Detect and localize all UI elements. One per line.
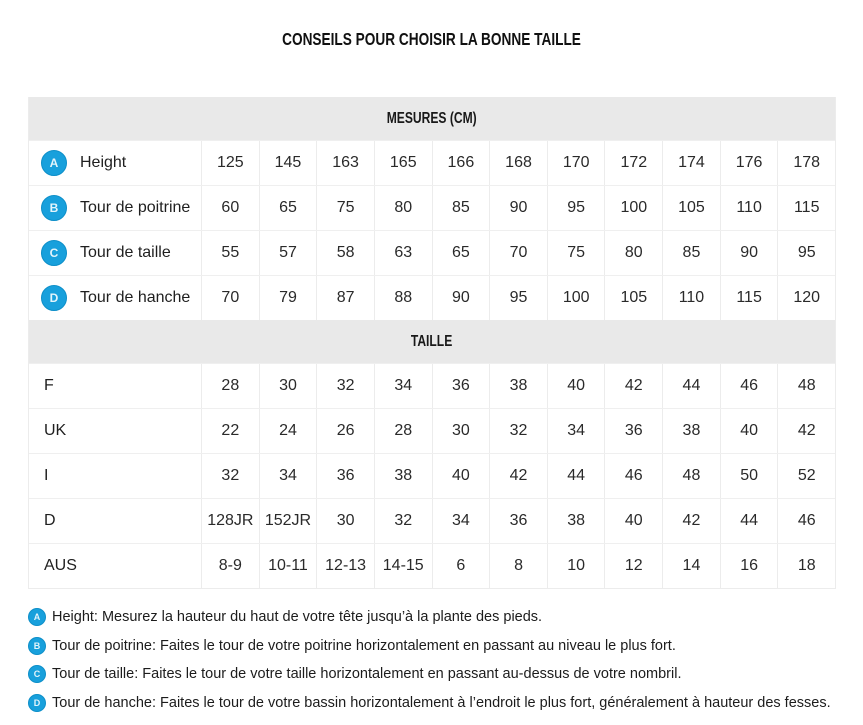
table-cell: 42: [777, 409, 835, 453]
table-cell: 57: [259, 231, 317, 275]
table-cell: 18: [777, 544, 835, 588]
table-cell: 85: [662, 231, 720, 275]
table-cell: 46: [604, 454, 662, 498]
note-item: [28, 689, 840, 718]
table-cell: 38: [374, 454, 432, 498]
table-cell: 16: [720, 544, 778, 588]
table-section-title: TAILLE: [411, 332, 453, 350]
table-cell: 44: [547, 454, 605, 498]
table-cell: 152JR: [259, 499, 317, 543]
table-cell: 34: [259, 454, 317, 498]
table-cell: 26: [316, 409, 374, 453]
table-cell: 8-9: [201, 544, 259, 588]
table-cell: 32: [316, 364, 374, 408]
note-letter-badge-icon: D: [28, 694, 46, 712]
table-cell: 28: [374, 409, 432, 453]
table-cell: 34: [547, 409, 605, 453]
table-cell: 87: [316, 276, 374, 320]
table-cell: 85: [432, 186, 490, 230]
table-cell: 80: [604, 231, 662, 275]
table-cell: 63: [374, 231, 432, 275]
measurement-letter-badge-icon: D: [41, 285, 67, 311]
table-cell: 88: [374, 276, 432, 320]
table-cell: 10-11: [259, 544, 317, 588]
table-cell: 38: [662, 409, 720, 453]
table-cell: 125: [201, 141, 259, 185]
table-cell: 36: [316, 454, 374, 498]
row-label-cell: [29, 364, 201, 408]
page-title: CONSEILS POUR CHOISIR LA BONNE TAILLE: [282, 29, 581, 49]
table-cell: 36: [432, 364, 490, 408]
note-item: [28, 603, 840, 632]
table-cell: 145: [259, 141, 317, 185]
table-cell: 36: [604, 409, 662, 453]
table-cell: 174: [662, 141, 720, 185]
table-cell: 44: [720, 499, 778, 543]
table-cell: 40: [604, 499, 662, 543]
measurement-letter-badge-icon: C: [41, 240, 67, 266]
table-row: [29, 498, 835, 543]
table-cell: 58: [316, 231, 374, 275]
row-label: Tour de taille: [80, 244, 171, 261]
table-cell: 170: [547, 141, 605, 185]
row-label-cell: [29, 499, 201, 543]
table-cell: 80: [374, 186, 432, 230]
table-cell: 176: [720, 141, 778, 185]
table-cell: 105: [604, 276, 662, 320]
note-text: Tour de hanche: Faites le tour de votre bassin horizontalement à l’endroit le plus fort, généralement à hauteur des fesses.: [52, 694, 831, 711]
table-cell: 42: [489, 454, 547, 498]
measurement-notes: [28, 603, 840, 717]
row-label: D: [44, 512, 56, 529]
table-cell: 55: [201, 231, 259, 275]
row-label-cell: [29, 276, 201, 320]
table-cell: 34: [432, 499, 490, 543]
table-cell: 40: [432, 454, 490, 498]
table-cell: 46: [720, 364, 778, 408]
table-cell: 48: [777, 364, 835, 408]
note-letter-badge-icon: A: [28, 608, 46, 626]
table-cell: 165: [374, 141, 432, 185]
table-cell: 110: [720, 186, 778, 230]
table-cell: 14-15: [374, 544, 432, 588]
table-row: [29, 408, 835, 453]
table-cell: 30: [432, 409, 490, 453]
size-table: [28, 97, 836, 589]
size-guide-page: [0, 29, 863, 725]
table-cell: 79: [259, 276, 317, 320]
row-label: Tour de hanche: [80, 289, 191, 306]
table-section-title: MESURES (CM): [386, 109, 477, 127]
table-cell: 65: [259, 186, 317, 230]
table-cell: 30: [316, 499, 374, 543]
table-cell: 8: [489, 544, 547, 588]
table-cell: 32: [374, 499, 432, 543]
table-cell: 42: [662, 499, 720, 543]
measurement-letter-badge-icon: A: [41, 150, 67, 176]
note-letter-badge-icon: C: [28, 665, 46, 683]
table-row: [29, 140, 835, 185]
table-cell: 100: [604, 186, 662, 230]
table-cell: 12-13: [316, 544, 374, 588]
table-cell: 115: [720, 276, 778, 320]
note-text: Tour de taille: Faites le tour de votre taille horizontalement en passant au-dessus de votre nombril.: [52, 666, 682, 683]
table-cell: 110: [662, 276, 720, 320]
table-row: [29, 230, 835, 275]
table-cell: 10: [547, 544, 605, 588]
row-label: AUS: [44, 557, 77, 574]
note-text: Height: Mesurez la hauteur du haut de votre tête jusqu’à la plante des pieds.: [52, 609, 543, 626]
table-row: [29, 543, 835, 588]
table-cell: 36: [489, 499, 547, 543]
row-label: UK: [44, 422, 67, 439]
row-label: Tour de poitrine: [80, 199, 191, 216]
table-cell: 40: [547, 364, 605, 408]
table-cell: 40: [720, 409, 778, 453]
table-row: [29, 453, 835, 498]
table-cell: 6: [432, 544, 490, 588]
table-cell: 70: [201, 276, 259, 320]
note-letter-badge-icon: B: [28, 637, 46, 655]
table-cell: 168: [489, 141, 547, 185]
table-cell: 75: [547, 231, 605, 275]
table-cell: 172: [604, 141, 662, 185]
table-cell: 90: [489, 186, 547, 230]
table-cell: 163: [316, 141, 374, 185]
table-cell: 28: [201, 364, 259, 408]
table-cell: 166: [432, 141, 490, 185]
table-cell: 50: [720, 454, 778, 498]
table-cell: 44: [662, 364, 720, 408]
table-cell: 65: [432, 231, 490, 275]
table-cell: 32: [489, 409, 547, 453]
row-label-cell: [29, 186, 201, 230]
table-cell: 24: [259, 409, 317, 453]
table-cell: 32: [201, 454, 259, 498]
table-row: [29, 275, 835, 320]
table-cell: 95: [489, 276, 547, 320]
table-cell: 42: [604, 364, 662, 408]
row-label-cell: [29, 231, 201, 275]
table-cell: 120: [777, 276, 835, 320]
table-cell: 90: [720, 231, 778, 275]
row-label-cell: [29, 544, 201, 588]
table-cell: 46: [777, 499, 835, 543]
table-section-header: [29, 320, 835, 363]
table-row: [29, 185, 835, 230]
table-cell: 90: [432, 276, 490, 320]
table-cell: 30: [259, 364, 317, 408]
table-cell: 22: [201, 409, 259, 453]
row-label-cell: [29, 454, 201, 498]
table-cell: 115: [777, 186, 835, 230]
table-row: [29, 363, 835, 408]
table-cell: 75: [316, 186, 374, 230]
row-label-cell: [29, 409, 201, 453]
table-cell: 34: [374, 364, 432, 408]
note-text: Tour de poitrine: Faites le tour de votre poitrine horizontalement en passant au niveau le plus fort.: [52, 637, 676, 654]
row-label: Height: [80, 154, 127, 171]
table-cell: 95: [777, 231, 835, 275]
measurement-letter-badge-icon: B: [41, 195, 67, 221]
table-cell: 48: [662, 454, 720, 498]
table-cell: 100: [547, 276, 605, 320]
table-cell: 12: [604, 544, 662, 588]
table-cell: 178: [777, 141, 835, 185]
row-label: I: [44, 467, 49, 484]
table-cell: 52: [777, 454, 835, 498]
note-item: [28, 632, 840, 661]
row-label: F: [44, 377, 54, 394]
row-label-cell: [29, 141, 201, 185]
table-cell: 14: [662, 544, 720, 588]
table-cell: 95: [547, 186, 605, 230]
table-cell: 38: [489, 364, 547, 408]
table-cell: 105: [662, 186, 720, 230]
table-cell: 128JR: [201, 499, 259, 543]
table-cell: 70: [489, 231, 547, 275]
note-item: [28, 660, 840, 689]
table-cell: 38: [547, 499, 605, 543]
table-section-header: [29, 97, 835, 140]
table-cell: 60: [201, 186, 259, 230]
